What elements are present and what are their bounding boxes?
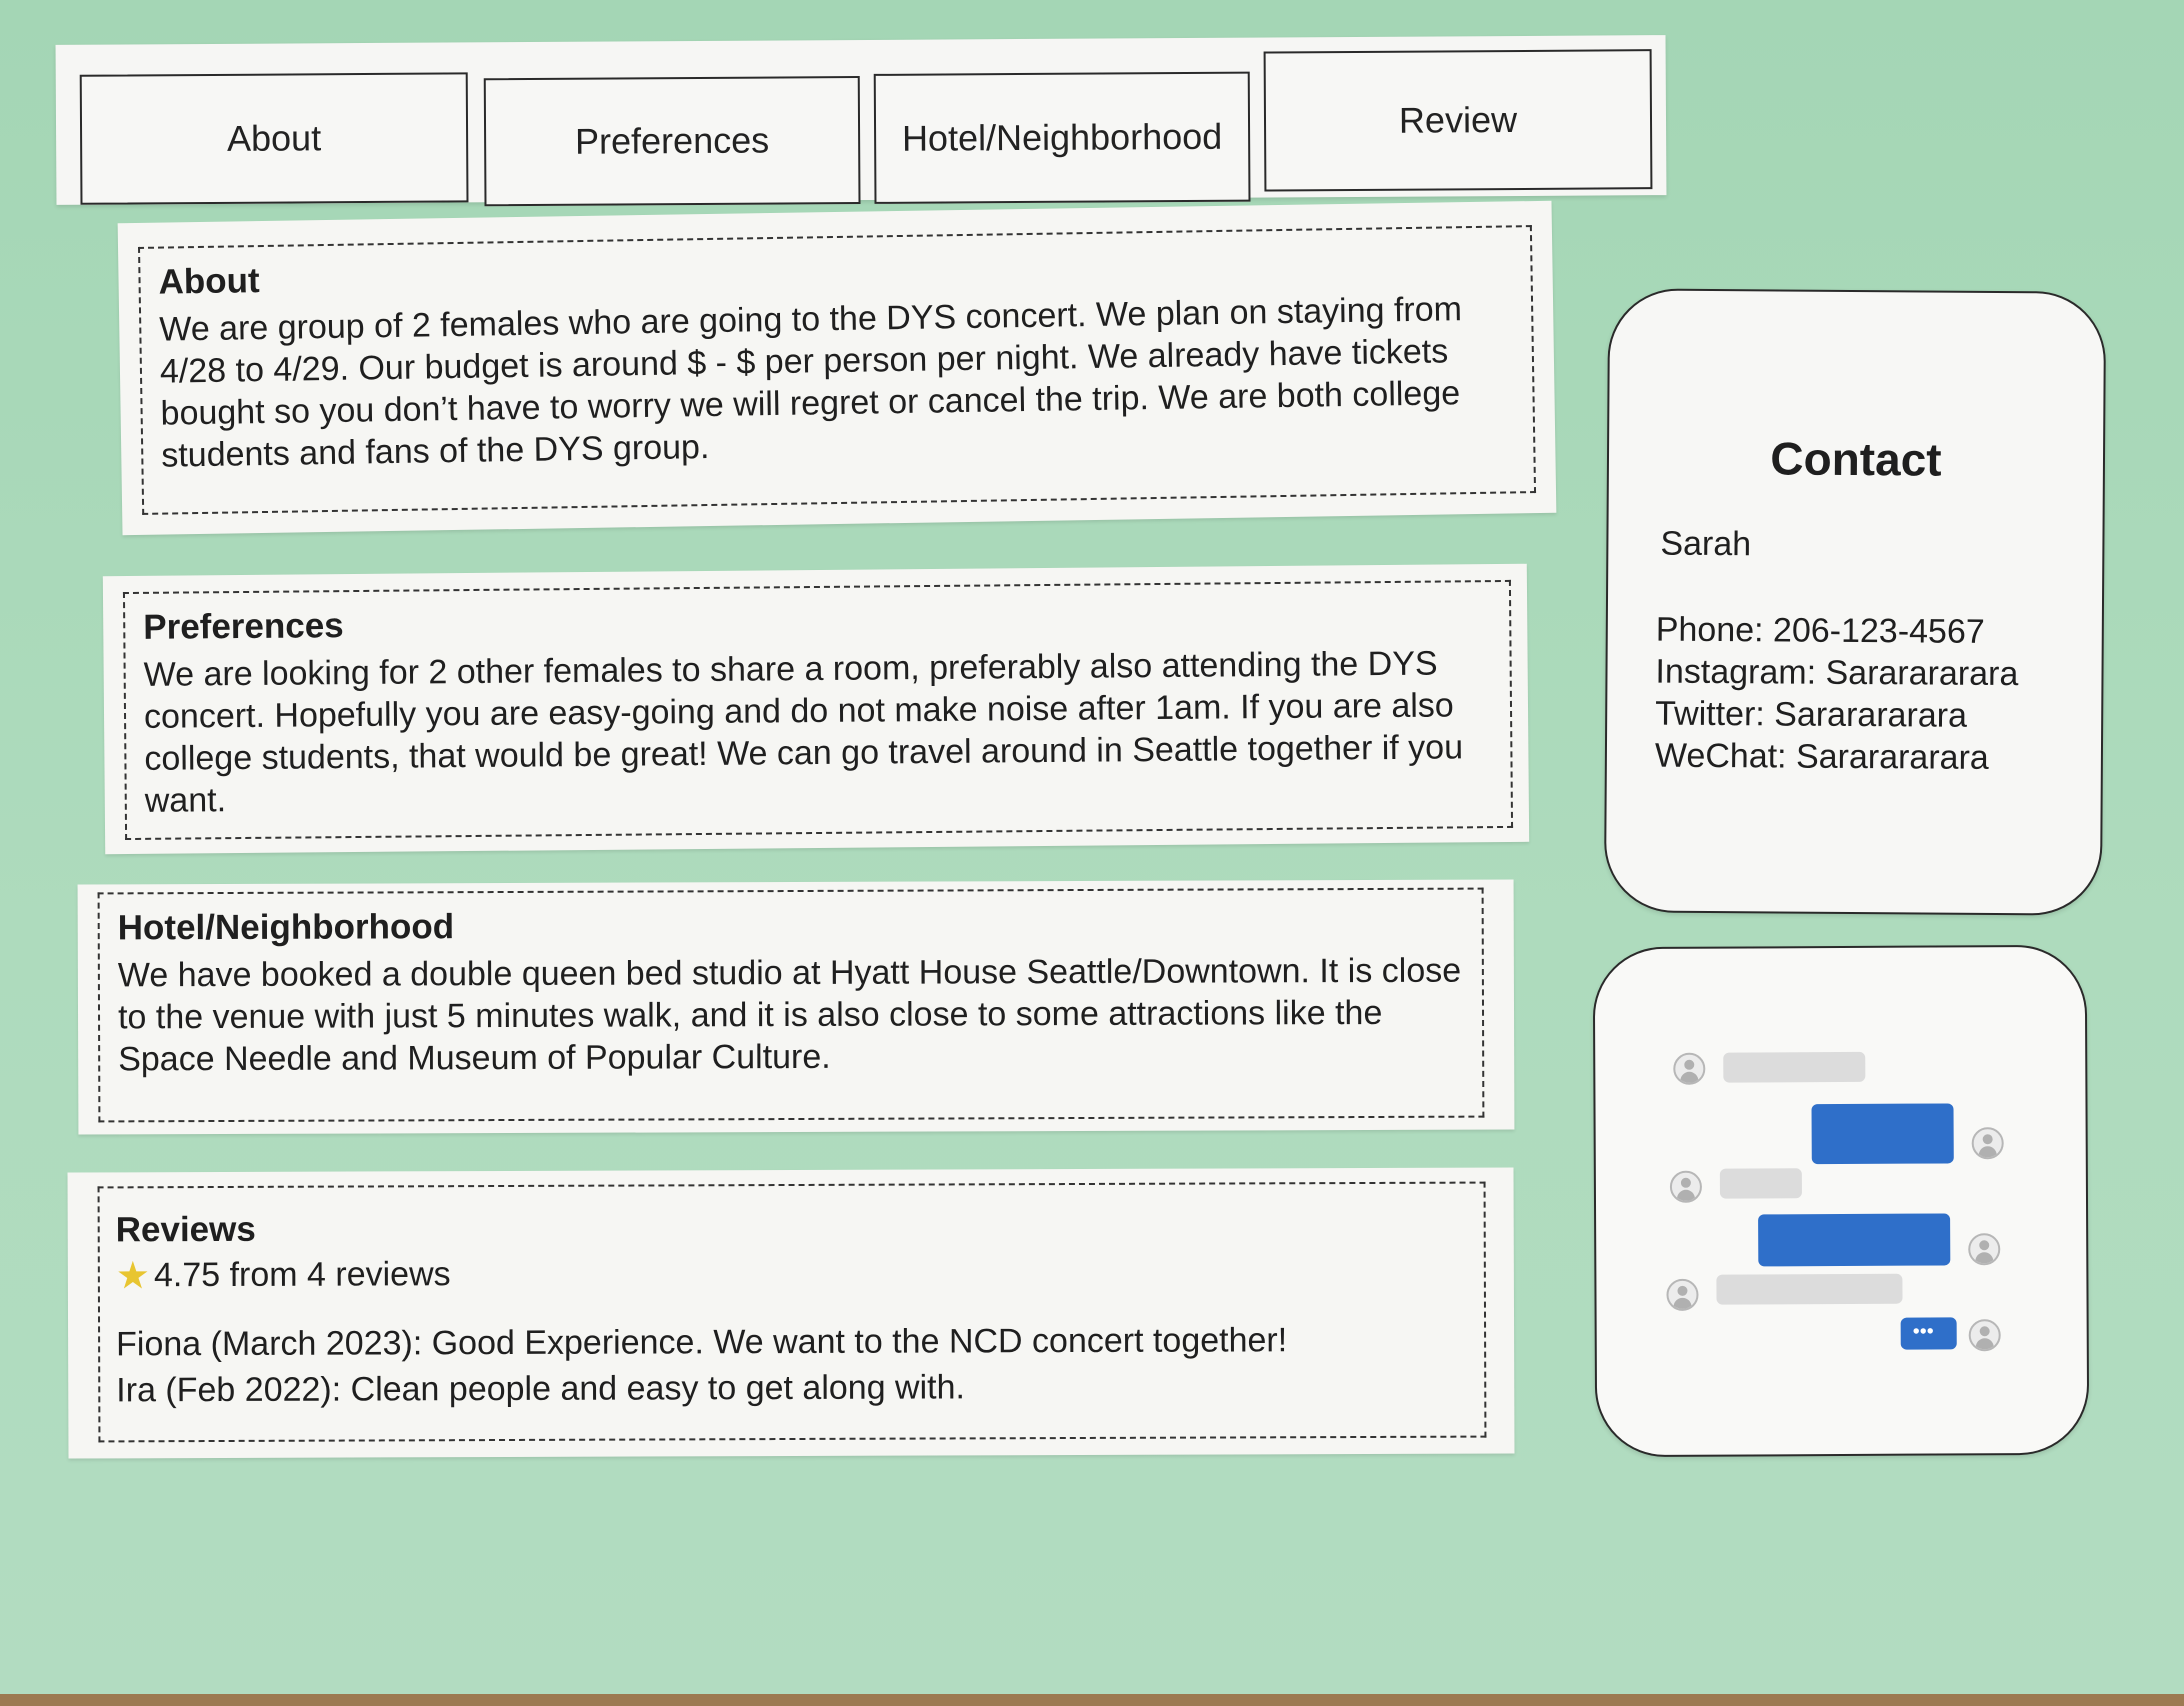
- tab-hotel-neighborhood[interactable]: Hotel/Neighborhood: [874, 72, 1251, 204]
- avatar-icon: [1673, 1053, 1705, 1085]
- preferences-heading: Preferences: [143, 606, 344, 647]
- tab-preferences[interactable]: Preferences: [484, 76, 861, 206]
- reviews-section: [68, 1167, 1515, 1458]
- hotel-heading: Hotel/Neighborhood: [117, 907, 455, 948]
- tab-about[interactable]: About: [80, 72, 469, 204]
- chat-bubble-incoming: [1716, 1274, 1902, 1305]
- contact-twitter[interactable]: Twitter: Sararararara: [1655, 694, 1968, 735]
- table-edge: [0, 1694, 2184, 1706]
- contact-phone[interactable]: Phone: 206-123-4567: [1655, 610, 1985, 651]
- contact-name: Sarah: [1660, 524, 1752, 564]
- about-section: [118, 201, 1557, 535]
- typing-indicator: •••: [1912, 1320, 1934, 1343]
- rating-text: 4.75 from 4 reviews: [153, 1255, 451, 1295]
- review-item-fiona: Fiona (March 2023): Good Experience. We want to the NCD concert together!: [116, 1321, 1288, 1364]
- contact-details: [1655, 609, 2019, 780]
- avatar-icon: [1670, 1171, 1702, 1203]
- preferences-section: [103, 564, 1529, 854]
- hotel-text: We have booked a double queen bed studio at Hyatt House Seattle/Downtown. It is close to the venue with just 5 minutes walk, and it is also close to some attractions like the Space Needle and Museum of Popular Culture.: [117, 951, 1462, 1079]
- hotel-dashed-box: [98, 888, 1485, 1123]
- chat-button[interactable]: [1593, 945, 2090, 1458]
- tab-bar: [56, 35, 1667, 205]
- contact-card: [1604, 288, 2106, 915]
- star-icon: ★: [115, 1254, 151, 1297]
- chat-typing-bubble: [1901, 1317, 1957, 1349]
- review-item-ira: Ira (Feb 2022): Clean people and easy to get along with.: [116, 1368, 965, 1410]
- contact-instagram[interactable]: Instagram: Sararararara: [1655, 652, 2019, 694]
- reviews-heading: Reviews: [115, 1209, 256, 1250]
- preferences-dashed-box: [123, 580, 1513, 840]
- contact-wechat[interactable]: WeChat: Sararararara: [1654, 736, 1989, 777]
- chat-bubble-outgoing: [1811, 1103, 1953, 1164]
- hotel-neighborhood-section: [78, 879, 1515, 1134]
- avatar-icon: [1969, 1319, 2001, 1351]
- reviews-dashed-box: [98, 1182, 1487, 1443]
- contact-title: Contact: [1770, 432, 1942, 486]
- avatar-icon: [1666, 1279, 1698, 1311]
- preferences-text: We are looking for 2 other females to share a room, preferably also attending the DYS concert. Hopefully you are easy-going and do not make noise after 1am. If you are also college students, that would be great! We can go travel around in Seattle together if you want.: [143, 644, 1464, 820]
- chat-bubble-outgoing: [1758, 1213, 1950, 1266]
- about-dashed-box: [138, 225, 1536, 515]
- chat-bubble-incoming: [1720, 1168, 1802, 1198]
- avatar-icon: [1972, 1127, 2004, 1159]
- tab-review[interactable]: Review: [1264, 49, 1653, 191]
- about-text: We are group of 2 females who are going to the DYS concert. We plan on staying from 4/28 to 4/29. Our budget is around $ - $ per person per night. We already have tickets bought so you don’t have to worry we will regret or cancel the trip. We are both college students and fans of the DYS group.: [159, 290, 1463, 475]
- rating-summary: [116, 1252, 1468, 1296]
- chat-bubble-incoming: [1723, 1052, 1865, 1083]
- about-heading: About: [158, 261, 260, 302]
- avatar-icon: [1968, 1233, 2000, 1265]
